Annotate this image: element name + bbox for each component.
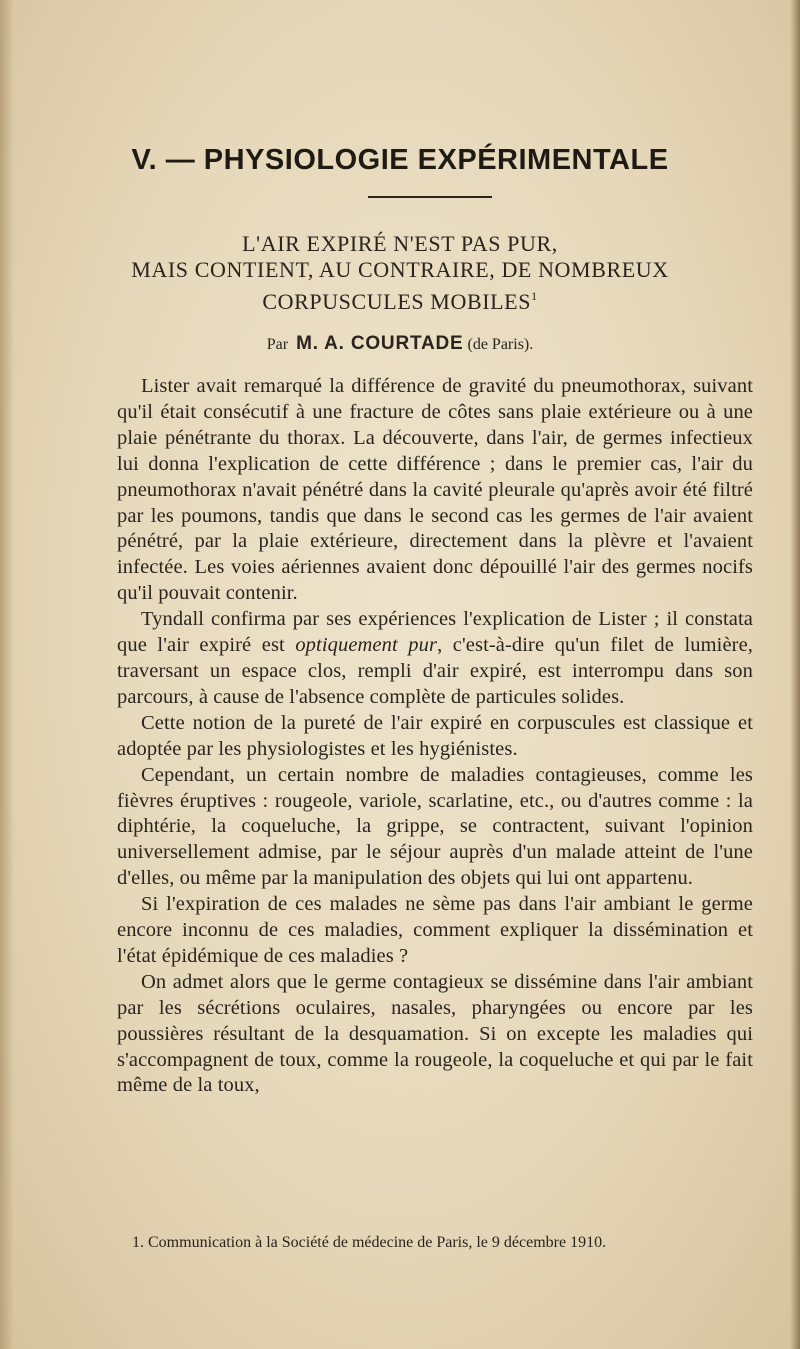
article-title bbox=[0, 231, 800, 315]
paragraph: Si l'expiration de ces malades ne sème pas dans l'air ambiant le germe encore inconnu de ces maladies, comment expliquer la dissémination et l'état épidémique de ces maladies ? bbox=[117, 893, 753, 967]
paragraph bbox=[117, 607, 753, 711]
paragraph: Lister avait remarqué la différence de gravité du pneumothorax, suivant qu'il était consécutif à une fracture de côtes sans plaie extérieure ou à une plaie pénétrante du thorax. La découverte, dans l'air, de germes infectieux lui donna l'explication de cette différence ; dans le premier cas, l'air du pneumothorax n'avait pénétré dans la cavité pleurale qu'après avoir été filtré par les poumons, tandis que dans le second cas les germes de l'air avaient pénétré, par la plaie extérieure, directement dans la plèvre et l'avaient infectée. Les voies aériennes avaient donc dépouillé l'air des germes nocifs qu'il pouvait contenir. bbox=[117, 375, 753, 605]
paragraph: On admet alors que le germe contagieux se dissémine dans l'air ambiant par les sécrétions oculaires, nasales, pharyngées ou encore par les poussières résultant de la desquamation. Si on excepte les maladies qui s'accompagnent de toux, comme la rougeole, la coqueluche et qui par le fait même de la toux, bbox=[117, 970, 753, 1097]
article-title-text: CORPUSCULES MOBILES bbox=[262, 289, 532, 314]
author-name: M. A. COURTADE bbox=[296, 333, 464, 354]
section-title: V. — PHYSIOLOGIE EXPÉRIMENTALE bbox=[131, 144, 669, 176]
paragraph: Cette notion de la pureté de l'air expiré en corpuscules est classique et adoptée par les physiologistes et les hygiénistes. bbox=[117, 711, 753, 760]
article-title-line bbox=[0, 283, 800, 315]
footnote: 1. Communication à la Société de médecine de Paris, le 9 décembre 1910. bbox=[132, 1234, 607, 1251]
title-divider bbox=[368, 196, 492, 198]
article-title-line: L'AIR EXPIRÉ N'EST PAS PUR, bbox=[242, 231, 558, 256]
page-edge-shadow-right bbox=[790, 0, 800, 1349]
page-edge-shadow-left bbox=[0, 0, 14, 1349]
paragraph-text: , c'est-à-dire qu'un filet de lumière, traversant un espace clos, rempli d'air expiré, est interrompu dans son parcours, à cause de l'absence complète de particules solides. bbox=[117, 634, 753, 708]
paragraph-text: Tyndall confirma par ses expériences l'explication de Lister ; il constata que l'air expiré est bbox=[117, 608, 753, 657]
byline-prefix: Par bbox=[266, 336, 289, 353]
italic-phrase: optiquement pur bbox=[295, 634, 438, 657]
article-body bbox=[117, 374, 753, 1099]
paragraph: Cependant, un certain nombre de maladies contagieuses, comme les fièvres éruptives : rougeole, variole, scarlatine, etc., ou d'autres comme : la diphtérie, la coqueluche, la grippe, se contractent, suivant l'opinion universellement admise, par le séjour auprès d'un malade atteint de l'une d'elles, ou même par la manipulation des objets qui lui ont appartenu. bbox=[117, 763, 753, 890]
author-affiliation: (de Paris). bbox=[467, 336, 534, 353]
byline bbox=[0, 333, 800, 355]
footnote-reference: 1 bbox=[531, 289, 538, 303]
article-title-line: MAIS CONTIENT, AU CONTRAIRE, DE NOMBREUX bbox=[131, 257, 669, 282]
